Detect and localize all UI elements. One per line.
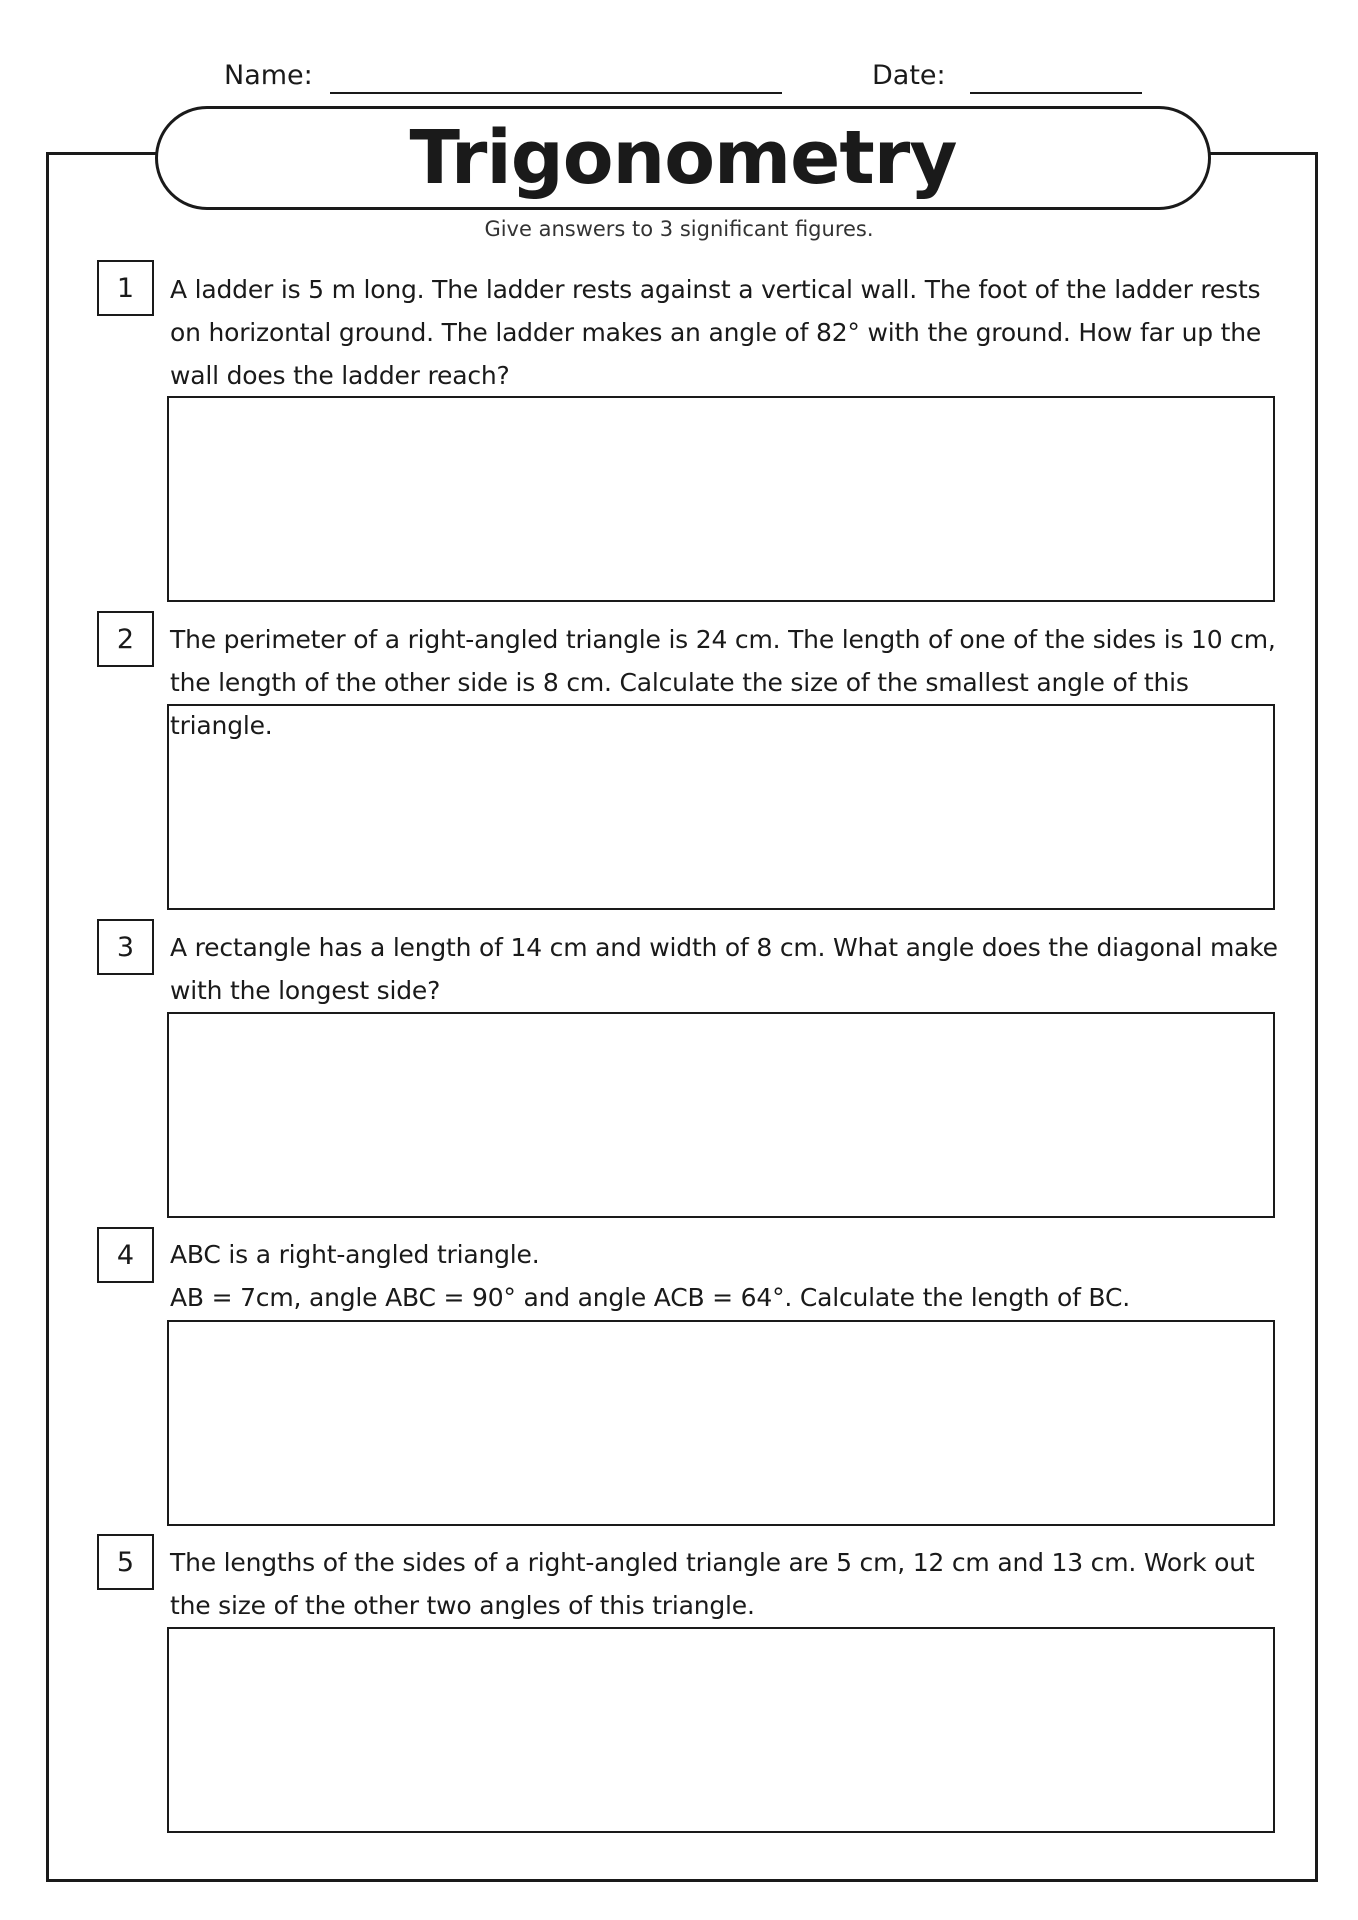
instruction-text: Give answers to 3 significant figures.: [484, 217, 874, 241]
page-title: Trigonometry: [409, 115, 957, 201]
question-text-4-line-2: AB = 7cm, angle ABC = 90° and angle ACB = 64°. Calculate the length of BC.: [170, 1283, 1130, 1312]
answer-box-1[interactable]: [167, 396, 1275, 602]
answer-box-5[interactable]: [167, 1627, 1275, 1833]
question-number-2: 2: [97, 611, 154, 667]
answer-box-3[interactable]: [167, 1012, 1275, 1218]
question-number-3: 3: [97, 919, 154, 975]
question-number-4: 4: [97, 1227, 154, 1283]
question-text-3: A rectangle has a length of 14 cm and width of 8 cm. What angle does the diagonal make with the longest side?: [170, 933, 1278, 1005]
answer-box-2[interactable]: [167, 704, 1275, 910]
question-number-1: 1: [97, 260, 154, 316]
question-text-1: A ladder is 5 m long. The ladder rests against a vertical wall. The foot of the ladder rests on horizontal ground. The ladder makes an angle of 82° with the ground. How far up the wall does the ladder reach?: [170, 275, 1262, 390]
date-field[interactable]: [970, 92, 1142, 94]
date-label: Date:: [872, 60, 946, 91]
answer-box-4[interactable]: [167, 1320, 1275, 1526]
question-number-5: 5: [97, 1534, 154, 1590]
title-banner: [155, 106, 1211, 210]
question-text-4-line-1: ABC is a right-angled triangle.: [170, 1240, 540, 1269]
name-label: Name:: [224, 60, 313, 91]
question-text-2: The perimeter of a right-angled triangle is 24 cm. The length of one of the sides is 10 cm, the length of the other side is 8 cm. Calculate the size of the smallest angle of this triangle.: [170, 625, 1276, 740]
name-field[interactable]: [330, 92, 782, 94]
question-text-5: The lengths of the sides of a right-angled triangle are 5 cm, 12 cm and 13 cm. Work out the size of the other two angles of this triangle.: [170, 1548, 1255, 1620]
question-text-4: [170, 1233, 1285, 1319]
